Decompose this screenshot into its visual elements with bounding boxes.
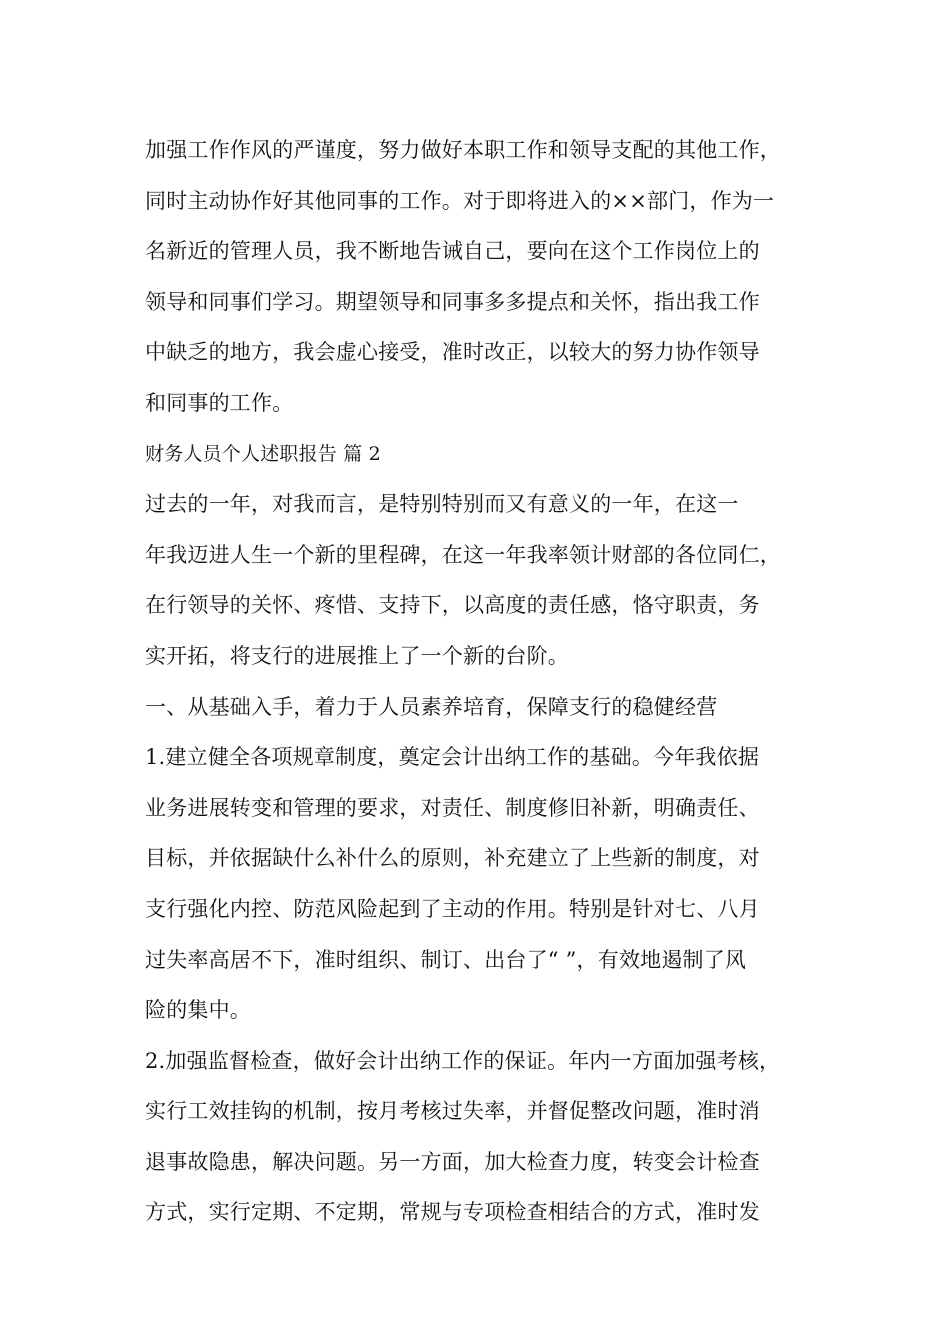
body-line: 支行强化内控、防范风险起到了主动的作用。特别是针对七、八月 <box>145 896 760 921</box>
body-line: 年我迈进人生一个新的里程碑，在这一年我率领计财部的各位同仁， <box>145 542 781 567</box>
body-line: 过去的一年，对我而言，是特别特别而又有意义的一年，在这一 <box>145 492 739 517</box>
body-line: 领导和同事们学习。期望领导和同事多多提点和关怀，指出我工作 <box>145 289 760 314</box>
section-heading: 财务人员个人述职报告 篇 2 <box>145 442 381 465</box>
body-line: 过失率高居不下，准时组织、制订、出台了“ ”，有效地遏制了风 <box>145 947 747 972</box>
body-line: 退事故隐患，解决问题。另一方面，加大检查力度，转变会计检查 <box>145 1149 760 1174</box>
body-line: 1.建立健全各项规章制度，奠定会计出纳工作的基础。今年我依据 <box>145 745 760 770</box>
body-line: 和同事的工作。 <box>145 390 294 415</box>
body-line: 同时主动协作好其他同事的工作。对于即将进入的××部门，作为一 <box>145 188 775 213</box>
body-line: 加强工作作风的严谨度，努力做好本职工作和领导支配的其他工作， <box>145 138 781 162</box>
body-line: 中缺乏的地方，我会虚心接受，准时改正，以较大的努力协作领导 <box>145 340 760 365</box>
body-line: 名新近的管理人员，我不断地告诫自己，要向在这个工作岗位上的 <box>145 239 760 264</box>
body-line: 实开拓，将支行的进展推上了一个新的台阶。 <box>145 643 569 668</box>
document-body <box>145 125 845 1238</box>
body-line: 在行领导的关怀、疼惜、支持下，以高度的责任感，恪守职责，务 <box>145 593 760 618</box>
body-line: 方式，实行定期、不定期，常规与专项检查相结合的方式，准时发 <box>145 1200 760 1225</box>
body-line: 业务进展转变和管理的要求，对责任、制度修旧补新，明确责任、 <box>145 795 760 820</box>
subsection-heading: 一、从基础入手，着力于人员素养培育，保障支行的稳健经营 <box>145 694 718 719</box>
body-line: 险的集中。 <box>145 998 251 1023</box>
body-line: 2.加强监督检查，做好会计出纳工作的保证。年内一方面加强考核， <box>145 1048 781 1073</box>
body-line: 实行工效挂钩的机制，按月考核过失率，并督促整改问题，准时消 <box>145 1099 760 1124</box>
body-line: 目标，并依据缺什么补什么的原则，补充建立了上些新的制度，对 <box>145 846 760 871</box>
